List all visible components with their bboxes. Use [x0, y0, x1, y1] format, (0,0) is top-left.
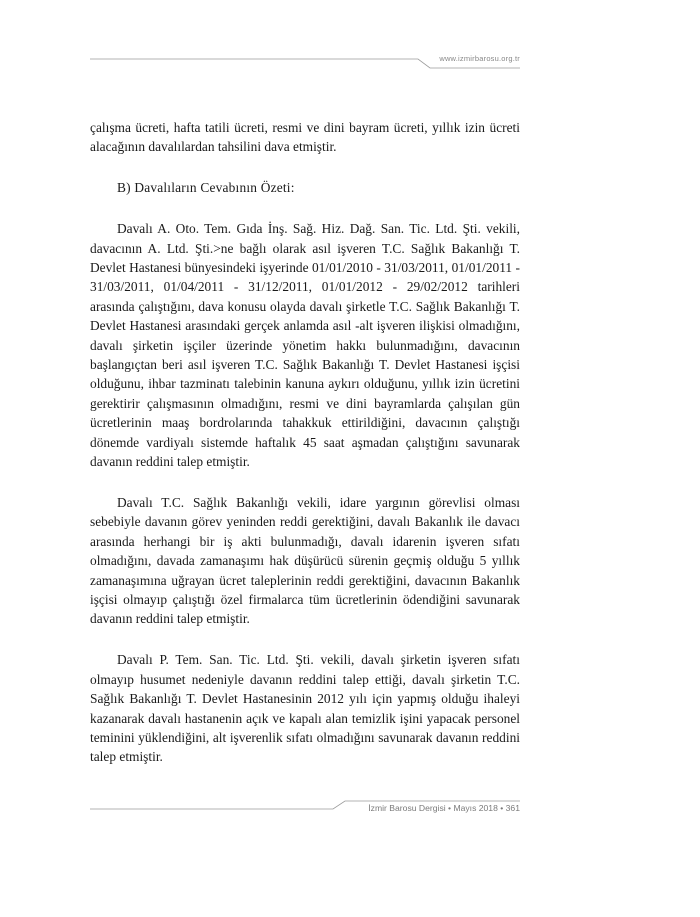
footer-journal-info: İzmir Barosu Dergisi • Mayıs 2018 • 361 [368, 803, 520, 813]
footer-rule [0, 800, 700, 814]
document-body [90, 118, 520, 788]
paragraph-continuation: çalışma ücreti, hafta tatili ücreti, resmi ve dini bayram ücreti, yıllık izin ücreti alacağının davalılardan tahsilini dava etmiştir. [90, 120, 520, 155]
section-heading: B) Davalıların Cevabının Özeti: [117, 180, 295, 196]
paragraph-ministry-response: Davalı T.C. Sağlık Bakanlığı vekili, idare yargının görevlisi olması sebebiyle davanın görev yeninden reddi gerektiğini, davalı Bakanlık ile davacı arasında herhangi bir iş akti bulunmadığı, davalı idarenin işveren sıfatı olmadığını, davada zamanaşımı hak düşürücü sürenin geçmiş olduğu 5 yıllık zamanaşımına uğrayan ücret taleplerinin reddi gerektiğini, davacının Bakanlık işçisi olmayıp çalıştığı özel firmalarca tüm ücretlerinin ödendiğini savunarak davanın reddini talep etmiştir. [90, 495, 520, 627]
paragraph-defendant-company-response: Davalı A. Oto. Tem. Gıda İnş. Sağ. Hiz. Dağ. San. Tic. Ltd. Şti. vekili, davacının A. Ltd. Şti.>ne bağlı olarak asıl işveren T.C. Sağlık Bakanlığı T. Devlet Hastanesi bünyesindeki işyerinde 01/01/2010 - 31/03/2011, 01/01/2011 - 31/03/2011, 01/04/2011 - 31/12/2011, 01/01/2012 - 29/02/2012 tarihleri arasında çalıştığını, dava konusu olayda davalı şirketle T.C. Sağlık Bakanlığı T. Devlet Hastanesi arasındaki gerçek anlamda asıl -alt işveren ilişkisi olmadığını, davalı şirketin işçiler üzerinde yönetim hakkı bulunmadığını, davacının başlangıçtan beri asıl işveren T.C. Sağlık Bakanlığı T. Devlet Hastanesi işçisi olduğunu, ihbar tazminatı talebinin kanuna aykırı olduğunu, yıllık izin ücretini gerektirir çalışmasının olmadığını, resmi ve dini bayramlarda çalışılan gün ücretlerinin maaş bordrolarında tahakkuk ettirildiğini, davacının çalıştığı dönemde vardiyalı sistemde haftalık 45 saat aşmadan çalıştığını savunarak davanın reddini talep etmiştir. [90, 221, 520, 470]
header-url: www.izmirbarosu.org.tr [439, 54, 520, 63]
header-rule [0, 58, 700, 72]
paragraph-second-company-response: Davalı P. Tem. San. Tic. Ltd. Şti. vekili, davalı şirketin işveren sıfatı olmayıp husumet nedeniyle davanın reddini talep ettiği, davalı şirketin T.C. Sağlık Bakanlığı T. Devlet Hastanesinin 2012 yılı için yapmış olduğu ihaleyi kazanarak davalı hastanenin açık ve kapalı alan temizlik işini yapacak personel teminini yüklendiğini, alt işverenlik sıfatı olmadığını savunarak davanın reddini talep etmiştir. [90, 652, 520, 765]
